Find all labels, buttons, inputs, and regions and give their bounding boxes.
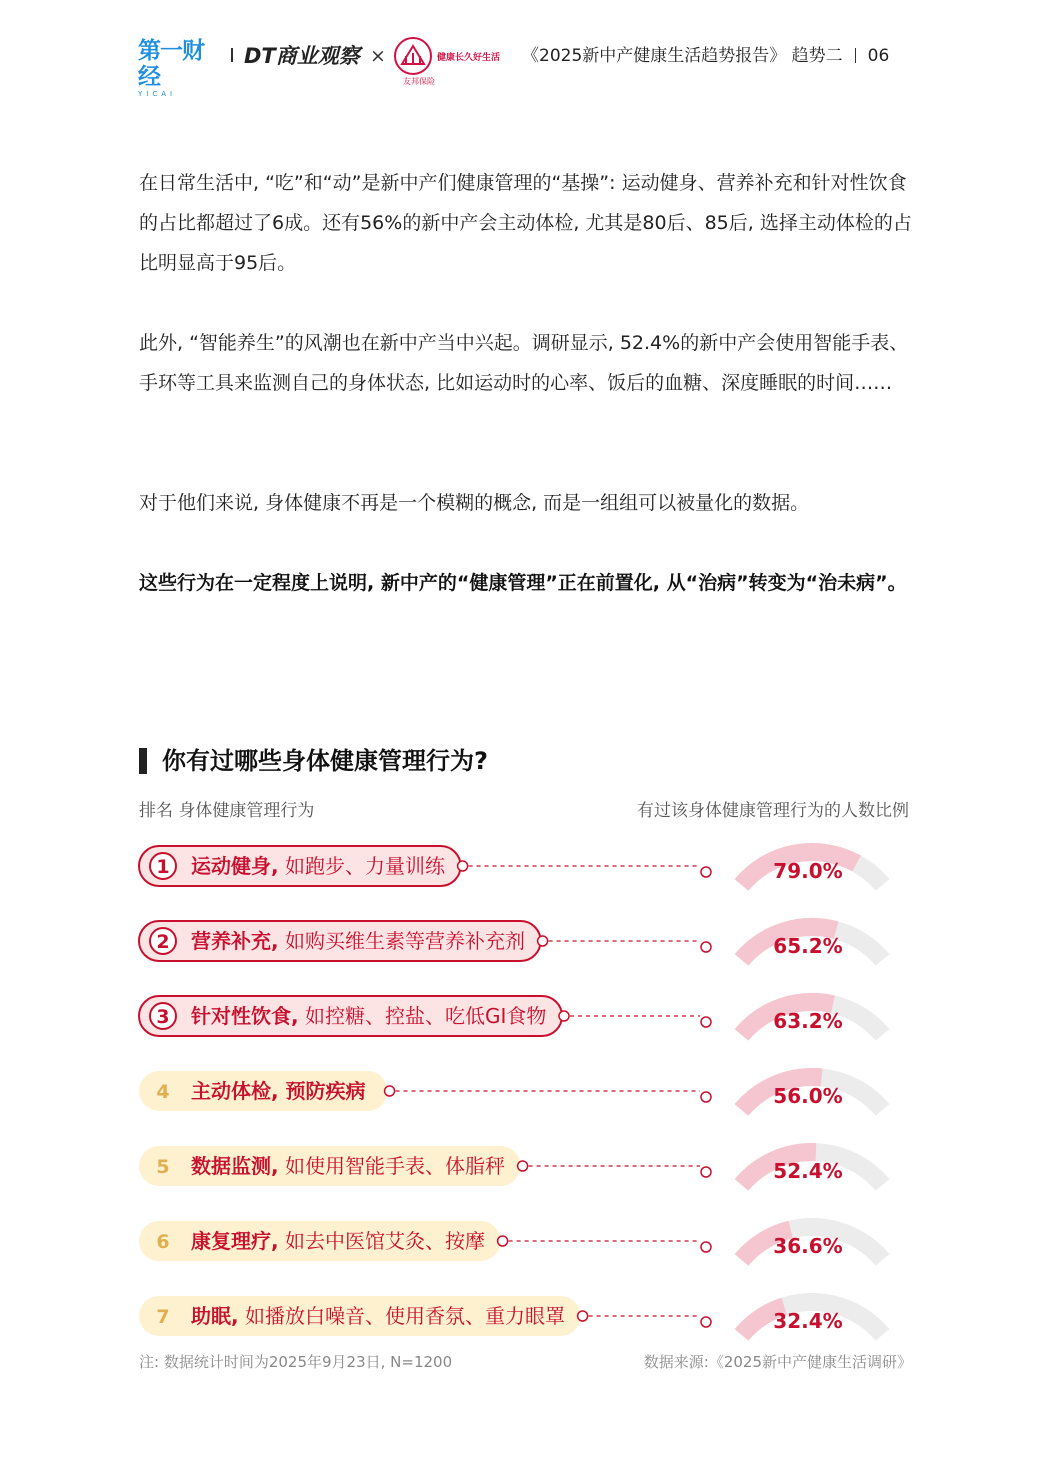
dt-logo: DT商业观察 (244, 44, 360, 68)
behavior-name: 运动健身, (191, 854, 279, 878)
rank-number: 7 (156, 1306, 170, 1328)
connector-end-dot (701, 942, 711, 952)
connector-end-dot (701, 1017, 711, 1027)
aia-name: 友邦保险 (403, 77, 435, 86)
value-label: 36.6% (773, 1234, 843, 1258)
behavior-detail: 如使用智能手表、体脂秤 (278, 1154, 505, 1178)
paragraph-3: 对于他们来说, 身体健康不再是一个模糊的概念, 而是一组组可以被量化的数据。 (139, 492, 810, 514)
value-label: 65.2% (773, 934, 843, 958)
behavior-name: 营养补充, (191, 929, 279, 953)
logo-separator (231, 48, 233, 62)
behavior-label (191, 929, 525, 953)
aia-slogan: 健康长久好生活 (437, 53, 501, 63)
connector-end-dot (701, 1092, 711, 1102)
behavior-name: 针对性饮食, (191, 1004, 299, 1028)
chart-title: 你有过哪些身体健康管理行为? (162, 747, 488, 775)
rank-number: 3 (156, 1006, 170, 1028)
report-title: 《2025新中产健康生活趋势报告》 趋势二 06 (522, 46, 890, 66)
behavior-detail: 如购买维生素等营养补充剂 (278, 929, 525, 953)
chart-title-marker (139, 748, 147, 774)
connector-end-dot (701, 1317, 711, 1327)
behavior-detail: 如去中医馆艾灸、按摩 (278, 1229, 485, 1253)
behavior-label (191, 854, 446, 878)
connector-end-dot (701, 1167, 711, 1177)
behavior-name: 主动体检, 预防疾病 (191, 1079, 366, 1103)
connector-start-dot (498, 1236, 508, 1246)
chart-note: 注: 数据统计时间为2025年9月23日, N=1200 (139, 1353, 453, 1371)
connector-start-dot (538, 936, 548, 946)
chart-source: 数据来源:《2025新中产健康生活调研》 (643, 1353, 912, 1371)
value-label: 56.0% (773, 1084, 843, 1108)
connector-start-dot (385, 1086, 395, 1096)
rank-number: 6 (156, 1231, 170, 1253)
rank-number: 1 (156, 856, 170, 878)
behavior-detail: 如播放白噪音、使用香氛、重力眼罩 (238, 1304, 565, 1328)
chart-right-header: 有过该身体健康管理行为的人数比例 (637, 801, 909, 821)
connector-start-dot (518, 1161, 528, 1171)
connector-start-dot (458, 861, 468, 871)
connector-end-dot (701, 1242, 711, 1252)
behavior-label (191, 1304, 565, 1328)
behavior-detail: 如控糖、控盐、吃低GI食物 (298, 1004, 547, 1028)
value-label: 79.0% (773, 859, 843, 883)
value-label: 63.2% (773, 1009, 843, 1033)
rank-number: 5 (156, 1156, 170, 1178)
value-label: 52.4% (773, 1159, 843, 1183)
behavior-name: 康复理疗, (191, 1229, 279, 1253)
behavior-label (191, 1004, 546, 1028)
behavior-name: 助眠, (191, 1304, 239, 1328)
rank-number: 2 (156, 931, 170, 953)
title-divider (855, 48, 856, 63)
health-behavior-chart (0, 830, 1049, 1350)
page-number: 06 (867, 46, 890, 66)
rank-number: 4 (156, 1081, 170, 1103)
behavior-label (191, 1229, 485, 1253)
paragraph-4-conclusion: 这些行为在一定程度上说明, 新中产的“健康管理”正在前置化, 从“治病”转变为“治未病”。 (139, 572, 907, 594)
connector-start-dot (559, 1011, 569, 1021)
yicai-logo: 第一财经 YICAI (138, 38, 204, 98)
paragraph-1: 在日常生活中, “吃”和“动”是新中产们健康管理的“基操”: 运动健身、营养补充和针对性饮食的占比都超过了6成。还有56%的新中产会主动体检, 尤其是80后、85后, 选择主动体检的占比明显高于95后。 (139, 172, 912, 274)
aia-logo-icon (393, 36, 433, 76)
behavior-label (191, 1154, 505, 1178)
page-header (0, 0, 1049, 110)
cross-icon: × (370, 45, 386, 67)
connector-end-dot (701, 867, 711, 877)
value-label: 32.4% (773, 1309, 843, 1333)
chart-left-header: 排名 身体健康管理行为 (139, 801, 315, 821)
behavior-label (191, 1079, 366, 1103)
connector-start-dot (578, 1311, 588, 1321)
paragraph-2: 此外, “智能养生”的风潮也在新中产当中兴起。调研显示, 52.4%的新中产会使用智能手表、手环等工具来监测自己的身体状态, 比如运动时的心率、饭后的血糖、深度睡眠的时间…… (139, 332, 909, 394)
behavior-name: 数据监测, (191, 1154, 279, 1178)
behavior-detail: 如跑步、力量训练 (278, 854, 445, 878)
